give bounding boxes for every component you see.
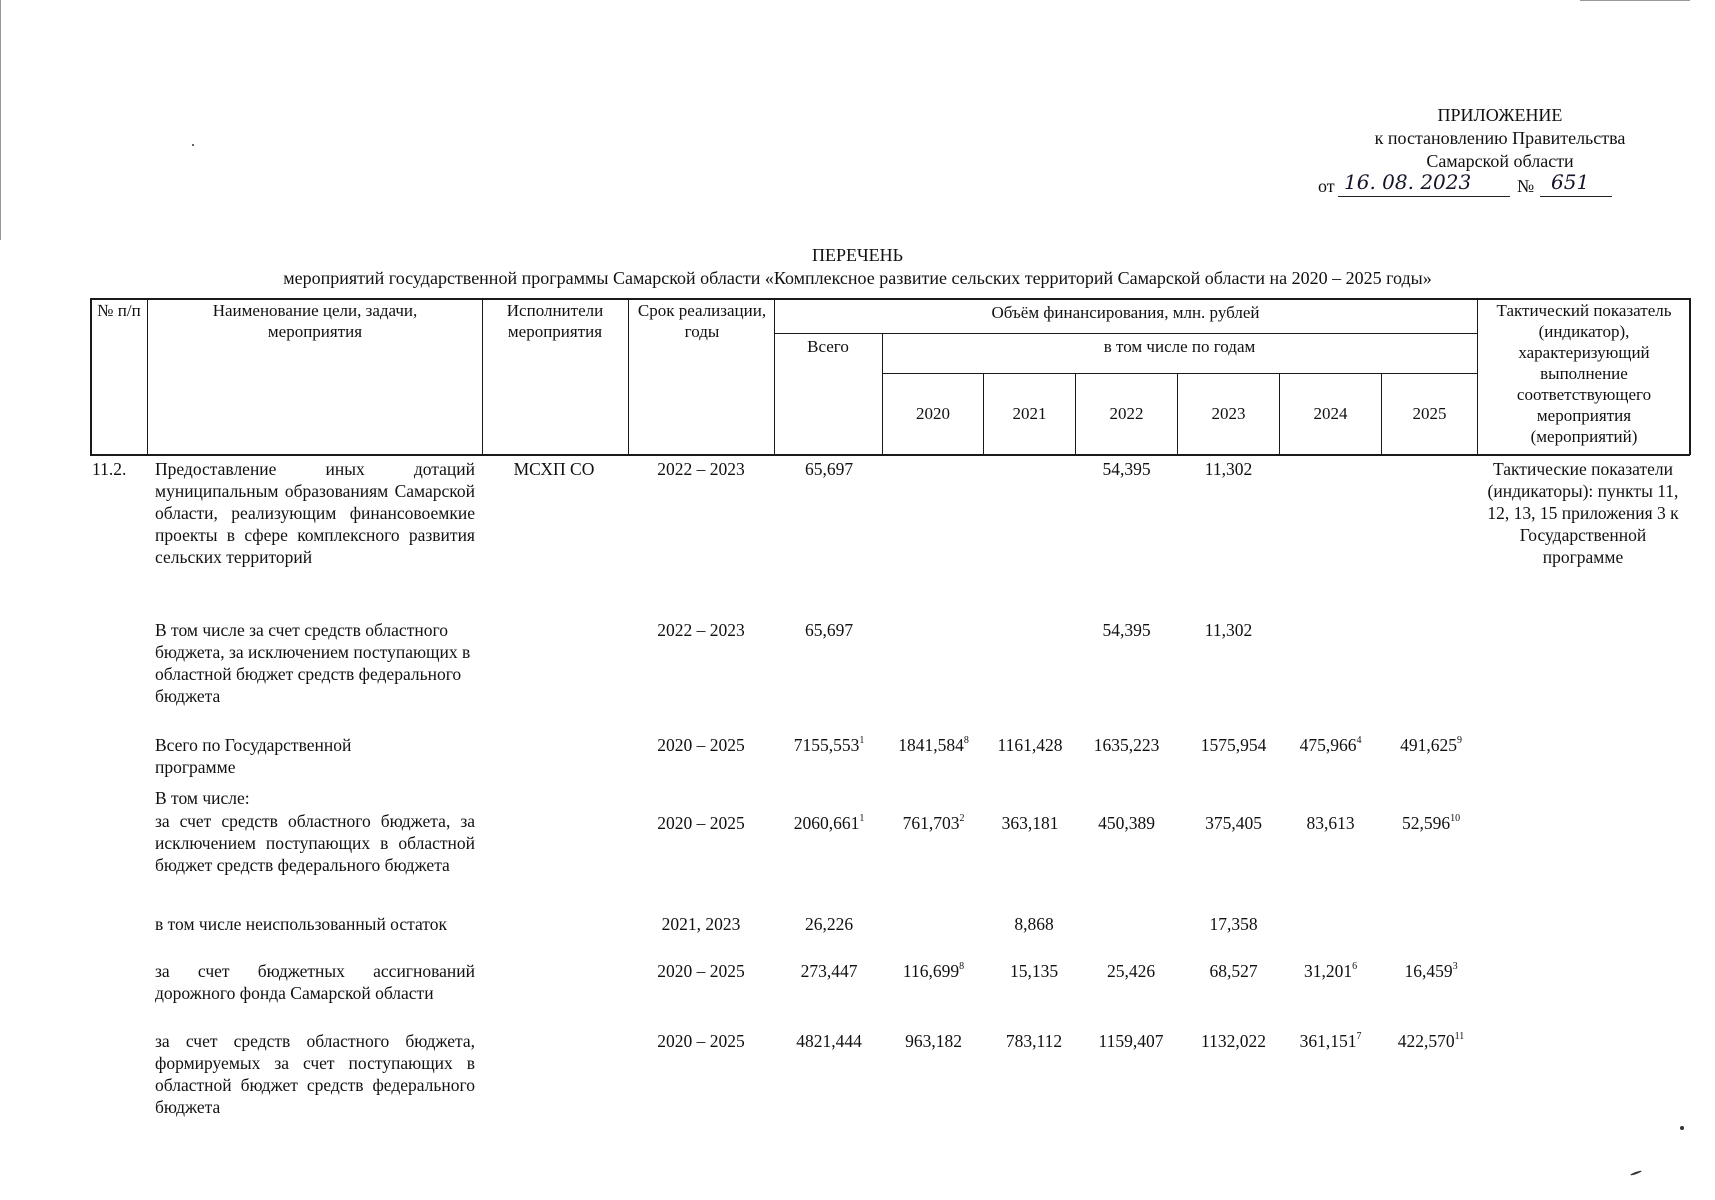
header-indicator: Тактический показатель (индикатор), характеризующий выполнение соответствующего мероприятия (мероприятий) xyxy=(1496,301,1672,446)
row-total: 2060,661$^1$ xyxy=(793,813,865,833)
row-name: за счет бюджетных ассигнований дорожного фонда Самарской области xyxy=(155,961,475,1003)
row-2025: 52,596$^{10}$ xyxy=(1401,813,1461,833)
document-subtitle: мероприятий государственной программы Самарской области «Комплексное развитие сельских территорий Самарской области на 2020 – 2025 годы» xyxy=(283,268,1432,288)
row-name: Предоставление иных дотаций муниципальным образованиям Самарской области, реализующим финансовоемкие проекты в сфере комплексного развития сельских территорий xyxy=(155,459,475,567)
footnote-mark: 1 xyxy=(859,735,865,746)
region-label: Самарской области xyxy=(1426,151,1574,171)
scan-edge-line xyxy=(1580,0,1690,1)
footnote-mark: 3 xyxy=(1452,961,1458,972)
row-2020: 1841,584$^8$ xyxy=(898,735,969,755)
row-2022: 25,426 xyxy=(1106,961,1156,981)
row-period: 2020 – 2025 xyxy=(657,735,745,755)
row-2024: 31,201$^6$ xyxy=(1303,961,1358,981)
footnote-mark: 11 xyxy=(1454,1031,1465,1042)
row-period: 2022 – 2023 xyxy=(657,459,745,479)
row-intro: В том числе: xyxy=(155,788,250,808)
header-year: 2024 xyxy=(1313,404,1348,423)
header-period: Срок реализации, годы xyxy=(637,301,767,341)
row-total: 26,226 xyxy=(804,914,854,934)
number-prefix: № xyxy=(1517,176,1535,196)
table-header xyxy=(90,298,1690,455)
row-2023: 11,302 xyxy=(1204,620,1253,640)
row-number: 11.2. xyxy=(92,459,127,479)
header-year: 2022 xyxy=(1109,404,1144,423)
row-name: в том числе неиспользованный остаток xyxy=(155,914,447,934)
scan-edge-line xyxy=(0,0,1,240)
header-num: № п/п xyxy=(97,301,141,320)
footnote-mark: 8 xyxy=(959,961,965,972)
row-2021: 8,868 xyxy=(1014,914,1054,934)
row-2024: 475,966$^4$ xyxy=(1299,735,1362,755)
row-2022: 450,389 xyxy=(1098,813,1155,833)
row-2023: 1575,954 xyxy=(1200,735,1267,755)
row-total: 65,697 xyxy=(804,620,854,640)
row-2021: 783,112 xyxy=(1005,1031,1063,1051)
scan-speck xyxy=(1630,1170,1642,1176)
header-executors: Исполнители мероприятия xyxy=(506,301,604,341)
header-year: 2023 xyxy=(1211,404,1246,423)
handwritten-date: 16. 08. 2023 xyxy=(1344,170,1472,194)
row-2020: 761,703$^2$ xyxy=(902,813,965,833)
row-executor: МСХП СО xyxy=(513,459,595,479)
row-name: В том числе за счет средств областного бюджета, за исключением поступающих в областной бюджет средств федерального бюджета xyxy=(155,620,471,706)
header-name: Наименование цели, задачи, мероприятия xyxy=(212,301,418,341)
row-name: Всего по Государственной программе xyxy=(155,735,352,777)
footnote-mark: 10 xyxy=(1450,813,1461,824)
row-name: за счет средств областного бюджета, за исключением поступающих в областной бюджет средств федерального бюджета xyxy=(155,811,475,875)
header-total: Всего xyxy=(807,337,849,356)
row-total: 7155,553$^1$ xyxy=(793,735,865,755)
row-2023: 68,527 xyxy=(1209,961,1258,981)
row-2020: 963,182 xyxy=(905,1031,962,1051)
number-underline xyxy=(1540,196,1612,197)
row-2022: 54,395 xyxy=(1102,459,1151,479)
row-2025: 491,625$^9$ xyxy=(1400,735,1462,755)
footnote-mark: 7 xyxy=(1356,1031,1362,1042)
footnote-mark: 9 xyxy=(1456,735,1462,746)
row-period: 2020 – 2025 xyxy=(657,813,745,833)
row-2021: 1161,428 xyxy=(997,735,1063,755)
row-2021: 363,181 xyxy=(1001,813,1059,833)
handwritten-number: 651 xyxy=(1551,170,1590,194)
header-year: 2025 xyxy=(1412,404,1447,423)
header-year: 2020 xyxy=(916,404,950,423)
row-2023: 375,405 xyxy=(1205,813,1262,833)
row-2022: 54,395 xyxy=(1102,620,1151,640)
row-period: 2022 – 2023 xyxy=(657,620,745,640)
scan-speck xyxy=(1680,1126,1684,1130)
row-total: 273,447 xyxy=(800,961,858,981)
resolution-label: к постановлению Правительства xyxy=(1374,128,1626,148)
appendix-label: ПРИЛОЖЕНИЕ xyxy=(1437,105,1563,125)
row-2024: 361,151$^7$ xyxy=(1299,1031,1362,1051)
row-2025: 16,459$^3$ xyxy=(1404,961,1458,981)
date-number-line xyxy=(1300,170,1700,199)
row-period: 2020 – 2025 xyxy=(657,961,745,981)
row-2024: 83,613 xyxy=(1306,813,1355,833)
date-underline xyxy=(1338,196,1510,197)
row-name: за счет средств областного бюджета, формируемых за счет поступающих в областной бюджет средств федерального бюджета xyxy=(155,1031,475,1117)
row-2023: 1132,022 xyxy=(1201,1031,1266,1051)
document-title: ПЕРЕЧЕНЬ xyxy=(811,245,904,265)
footnote-mark: 2 xyxy=(959,813,965,824)
header-year: 2021 xyxy=(1012,404,1047,423)
row-2023: 11,302 xyxy=(1204,459,1253,479)
date-prefix: от xyxy=(1318,176,1335,196)
row-2022: 1635,223 xyxy=(1093,735,1160,755)
row-2023: 17,358 xyxy=(1209,914,1258,934)
appendix-header xyxy=(1300,104,1700,199)
row-total: 4821,444 xyxy=(796,1031,862,1051)
footnote-mark: 6 xyxy=(1352,961,1358,972)
row-total: 65,697 xyxy=(804,459,854,479)
row-indicator: Тактические показатели (индикаторы): пункты 11, 12, 13, 15 приложения 3 к Государственной программе xyxy=(1487,459,1679,567)
footnote-mark: 4 xyxy=(1356,735,1362,746)
row-period: 2020 – 2025 xyxy=(657,1031,745,1051)
footnote-mark: 1 xyxy=(859,813,865,824)
header-by-years: в том числе по годам xyxy=(1103,337,1256,356)
row-2022: 1159,407 xyxy=(1098,1031,1164,1051)
row-2021: 15,135 xyxy=(1009,961,1059,981)
row-2025: 422,570$^{11}$ xyxy=(1397,1031,1465,1051)
footnote-mark: 8 xyxy=(963,735,969,746)
scan-speck xyxy=(192,144,194,146)
row-2020: 116,699$^8$ xyxy=(902,961,965,981)
header-financing: Объём финансирования, млн. рублей xyxy=(991,303,1260,322)
row-period: 2021, 2023 xyxy=(661,914,741,934)
